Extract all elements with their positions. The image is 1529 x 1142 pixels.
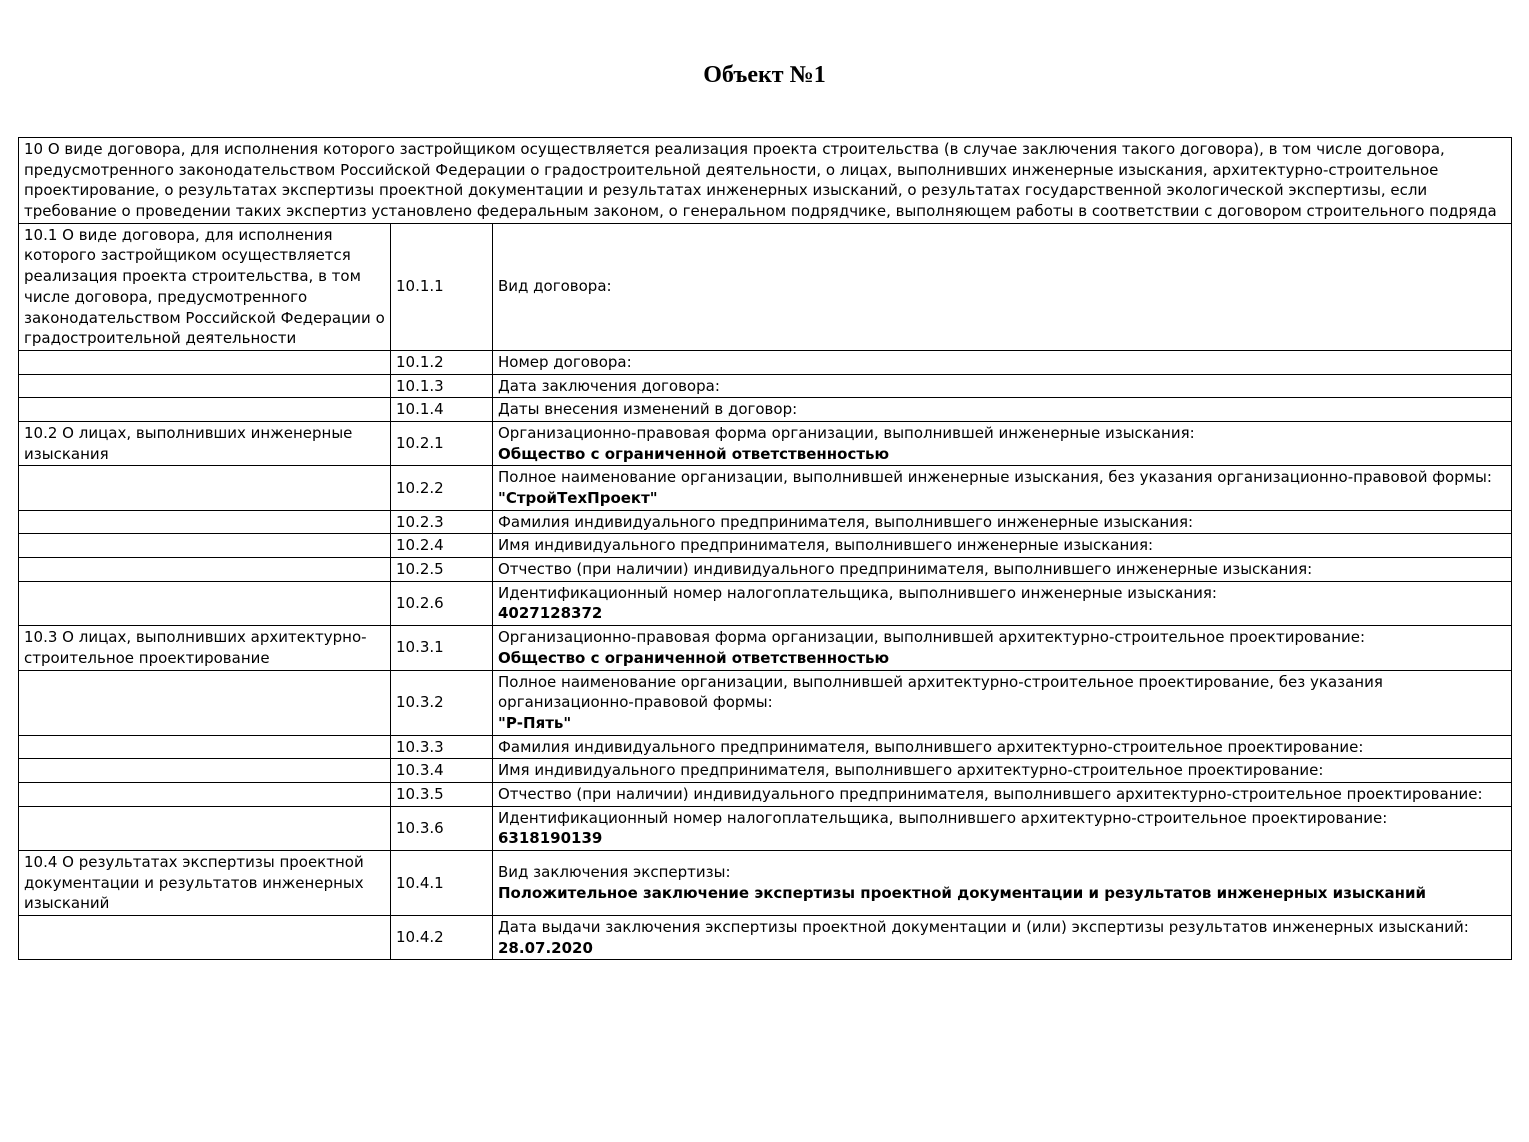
row-number-cell: 10.1.3 (391, 374, 493, 398)
section-cell (19, 735, 391, 759)
section-10-header: 10 О виде договора, для исполнения которого застройщиком осуществляется реализация проекта строительства (в случае заключения такого договора), в том числе договора, предусмотренного законодательством Российской Федерации о градостроительной деятельности, о лицах, выполнивших инженерные изыскания, архитектурно-строительное проектирование, о результатах экспертизы проектной документации и результатах инженерных изысканий, о результатах государственной экологической экспертизы, если требование о проведении таких экспертиз установлено федеральным законом, о генеральном подрядчике, выполняющем работы в соответствии с договором строительного подряда (19, 138, 1512, 224)
field-cell (493, 916, 1512, 960)
field-label: Дата заключения договора: (498, 376, 720, 395)
row-number-cell: 10.1.2 (391, 350, 493, 374)
row-number-cell: 10.3.6 (391, 806, 493, 850)
field-label: Фамилия индивидуального предпринимателя, выполнившего архитектурно-строительное проектирование: (498, 737, 1364, 756)
section-cell: 10.4 О результатах экспертизы проектной документации и результатов инженерных изысканий (19, 851, 391, 916)
table-row (19, 510, 1512, 534)
field-label: Имя индивидуального предпринимателя, выполнившего инженерные изыскания: (498, 536, 1154, 555)
table-row (19, 350, 1512, 374)
table-row (19, 466, 1512, 510)
field-cell (493, 670, 1512, 735)
page-title: Объект №1 (703, 62, 826, 88)
table-row (19, 759, 1512, 783)
section-cell: 10.1 О виде договора, для исполнения которого застройщиком осуществляется реализация проекта строительства, в том числе договора, предусмотренного законодательством Российской Федерации о градостроительной деятельности (19, 223, 391, 350)
table-row (19, 735, 1512, 759)
section-cell (19, 670, 391, 735)
row-number-cell: 10.3.2 (391, 670, 493, 735)
row-number-cell: 10.4.1 (391, 851, 493, 916)
field-label: Дата выдачи заключения экспертизы проектной документации и (или) экспертизы результатов инженерных изысканий: (498, 918, 1469, 937)
section-cell (19, 806, 391, 850)
field-label: Идентификационный номер налогоплательщика, выполнившего архитектурно-строительное проектирование: (498, 808, 1388, 827)
declaration-table-body (19, 138, 1512, 960)
table-row (19, 670, 1512, 735)
section-cell (19, 350, 391, 374)
row-number-cell: 10.3.4 (391, 759, 493, 783)
section-cell (19, 374, 391, 398)
row-number-cell: 10.1.1 (391, 223, 493, 350)
field-cell (493, 581, 1512, 625)
field-cell (493, 626, 1512, 670)
field-cell (493, 851, 1512, 916)
field-label: Вид договора: (498, 277, 612, 296)
field-cell (493, 223, 1512, 350)
field-label: Организационно-правовая форма организации, выполнившей архитектурно-строительное проектирование: (498, 628, 1366, 647)
field-label: Полное наименование организации, выполнившей инженерные изыскания, без указания организационно-правовой формы: (498, 468, 1492, 487)
table-row (19, 916, 1512, 960)
row-number-cell: 10.3.1 (391, 626, 493, 670)
table-row (19, 782, 1512, 806)
field-value: Положительное заключение экспертизы проектной документации и результатов инженерных изысканий (498, 884, 1427, 903)
section-cell (19, 759, 391, 783)
field-value: "Р-Пять" (498, 713, 572, 732)
table-row (19, 626, 1512, 670)
field-cell (493, 350, 1512, 374)
row-number-cell: 10.2.2 (391, 466, 493, 510)
table-row (19, 398, 1512, 422)
section-cell (19, 916, 391, 960)
table-row (19, 581, 1512, 625)
field-cell (493, 466, 1512, 510)
row-number-cell: 10.2.1 (391, 421, 493, 465)
field-label: Организационно-правовая форма организации, выполнившей инженерные изыскания: (498, 423, 1195, 442)
field-label: Полное наименование организации, выполнившей архитектурно-строительное проектирование, без указания организационно-правовой формы: (498, 672, 1383, 712)
field-label: Фамилия индивидуального предпринимателя, выполнившего инженерные изыскания: (498, 512, 1194, 531)
field-value: Общество с ограниченной ответственностью (498, 648, 890, 667)
row-number-cell: 10.2.5 (391, 558, 493, 582)
section-cell (19, 782, 391, 806)
field-label: Идентификационный номер налогоплательщика, выполнившего инженерные изыскания: (498, 583, 1217, 602)
table-row (19, 223, 1512, 350)
field-label: Отчество (при наличии) индивидуального предпринимателя, выполнившего инженерные изыскания: (498, 560, 1313, 579)
field-value: "СтройТехПроект" (498, 489, 658, 507)
field-cell (493, 558, 1512, 582)
field-cell (493, 421, 1512, 465)
table-row (19, 374, 1512, 398)
section-cell (19, 534, 391, 558)
table-row (19, 851, 1512, 916)
field-cell (493, 759, 1512, 783)
field-cell (493, 806, 1512, 850)
row-number-cell: 10.1.4 (391, 398, 493, 422)
row-number-cell: 10.2.4 (391, 534, 493, 558)
table-row (19, 534, 1512, 558)
section-cell: 10.3 О лицах, выполнивших архитектурно-строительное проектирование (19, 626, 391, 670)
field-label: Имя индивидуального предпринимателя, выполнившего архитектурно-строительное проектирование: (498, 761, 1324, 780)
field-cell (493, 374, 1512, 398)
section-cell (19, 558, 391, 582)
field-label: Даты внесения изменений в договор: (498, 400, 798, 419)
row-number-cell: 10.2.3 (391, 510, 493, 534)
field-value: Общество с ограниченной ответственностью (498, 444, 890, 463)
section-cell: 10.2 О лицах, выполнивших инженерные изыскания (19, 421, 391, 465)
field-value: 28.07.2020 (498, 938, 593, 957)
row-number-cell: 10.3.3 (391, 735, 493, 759)
table-row (19, 558, 1512, 582)
section-10-header-row (19, 138, 1512, 224)
declaration-table (18, 137, 1512, 960)
row-number-cell: 10.2.6 (391, 581, 493, 625)
field-value: 6318190139 (498, 829, 603, 848)
section-cell (19, 581, 391, 625)
field-cell (493, 398, 1512, 422)
section-cell (19, 466, 391, 510)
field-label: Номер договора: (498, 352, 632, 371)
field-label: Отчество (при наличии) индивидуального предпринимателя, выполнившего архитектурно-строительное проектирование: (498, 784, 1483, 803)
row-number-cell: 10.3.5 (391, 782, 493, 806)
row-number-cell: 10.4.2 (391, 916, 493, 960)
table-row (19, 421, 1512, 465)
field-value: 4027128372 (498, 604, 603, 623)
field-cell (493, 735, 1512, 759)
section-cell (19, 510, 391, 534)
field-label: Вид заключения экспертизы: (498, 863, 731, 882)
table-row (19, 806, 1512, 850)
field-cell (493, 534, 1512, 558)
field-cell (493, 782, 1512, 806)
field-cell (493, 510, 1512, 534)
section-cell (19, 398, 391, 422)
